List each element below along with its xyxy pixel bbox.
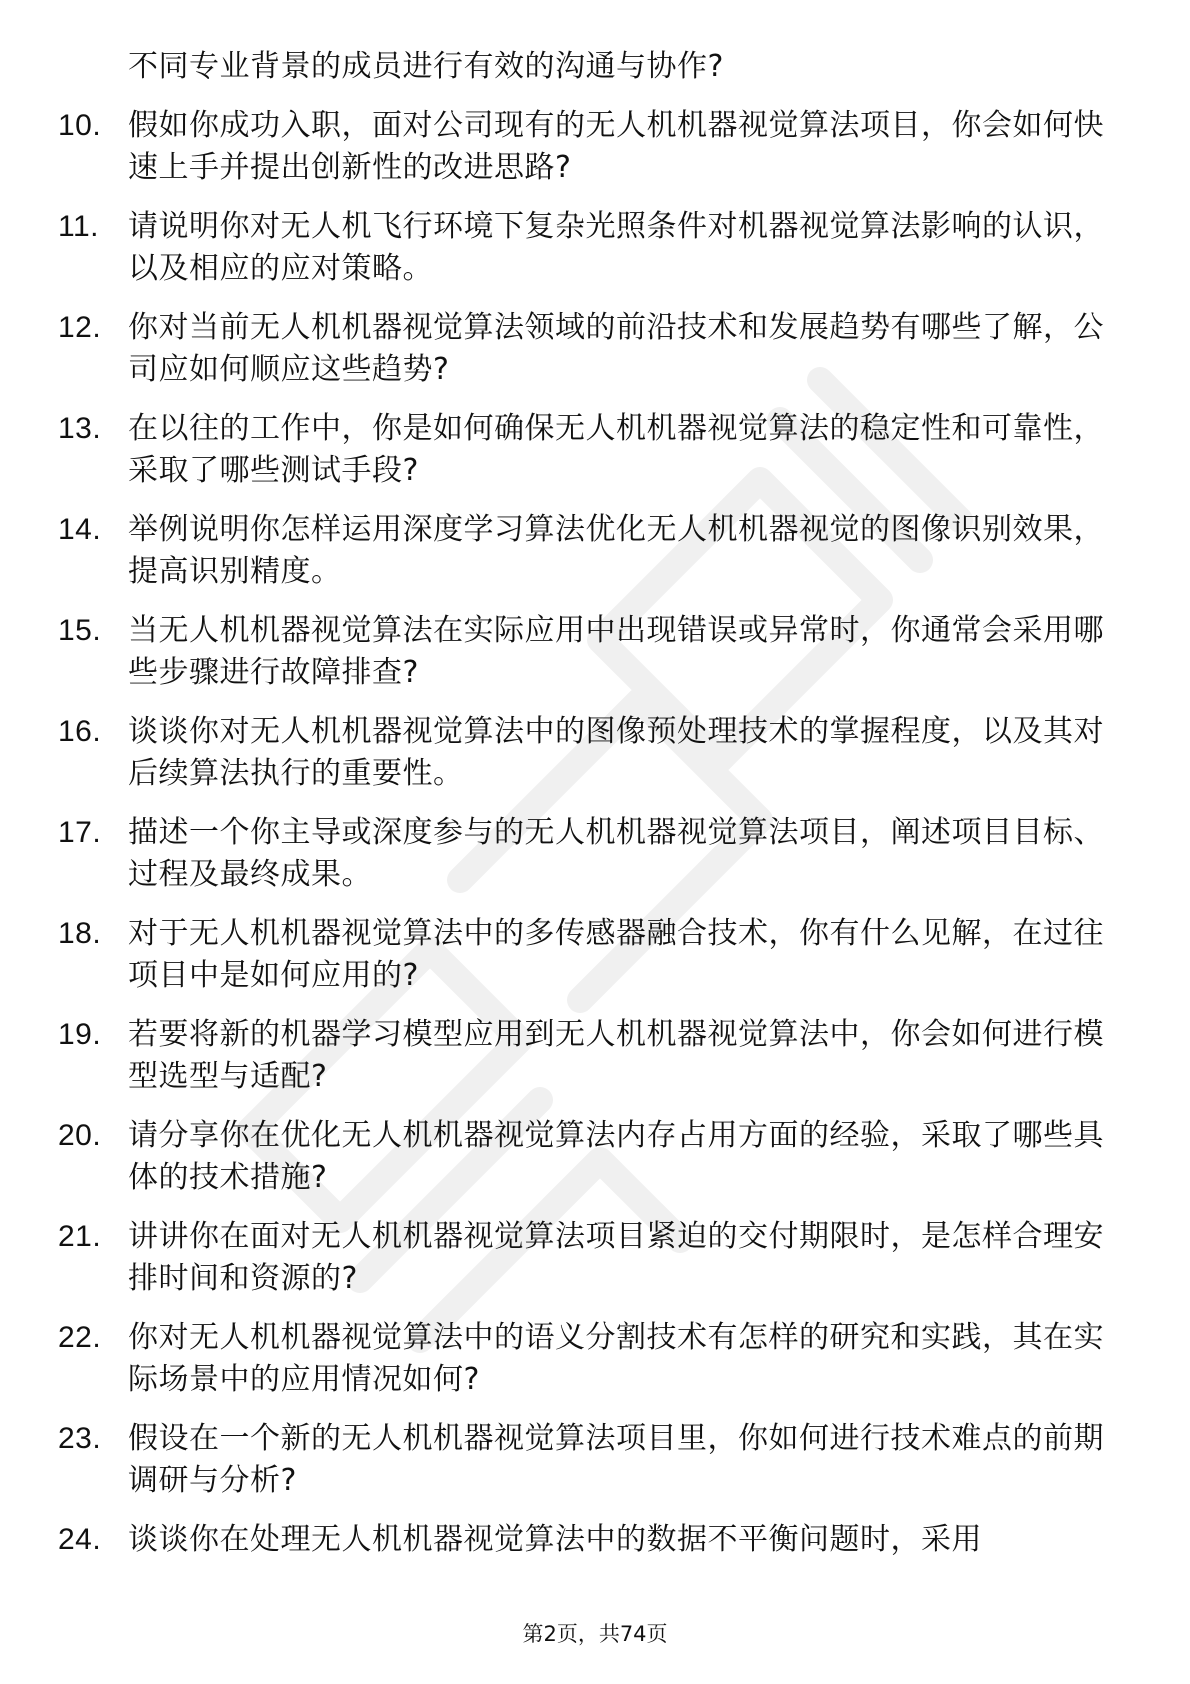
question-number: 19. xyxy=(58,1018,102,1051)
question-text: 举例说明你怎样运用深度学习算法优化无人机机器视觉的图像识别效果，提高识别精度。 xyxy=(128,512,1104,589)
question-number: 13. xyxy=(58,412,102,445)
question-item xyxy=(0,1418,1190,1502)
document-body xyxy=(0,46,1190,1561)
question-item xyxy=(0,1216,1190,1300)
question-text: 对于无人机机器视觉算法中的多传感器融合技术，你有什么见解，在过往项目中是如何应用的? xyxy=(128,916,1104,993)
question-number: 15. xyxy=(58,614,102,647)
question-text: 假设在一个新的无人机机器视觉算法项目里，你如何进行技术难点的前期调研与分析? xyxy=(128,1421,1104,1498)
question-text: 描述一个你主导或深度参与的无人机机器视觉算法项目，阐述项目目标、过程及最终成果。 xyxy=(128,815,1104,892)
question-text: 若要将新的机器学习模型应用到无人机机器视觉算法中，你会如何进行模型选型与适配? xyxy=(128,1017,1104,1094)
question-text: 请分享你在优化无人机机器视觉算法内存占用方面的经验，采取了哪些具体的技术措施? xyxy=(128,1118,1104,1195)
question-number: 18. xyxy=(58,917,102,950)
question-number: 16. xyxy=(58,715,102,748)
question-number: 14. xyxy=(58,513,102,546)
question-text: 讲讲你在面对无人机机器视觉算法项目紧迫的交付期限时，是怎样合理安排时间和资源的? xyxy=(128,1219,1104,1296)
question-item xyxy=(0,1317,1190,1401)
question-item xyxy=(0,408,1190,492)
question-item xyxy=(0,1519,1190,1561)
question-item xyxy=(0,307,1190,391)
question-number: 10. xyxy=(58,109,102,142)
question-item xyxy=(0,913,1190,997)
question-text: 你对无人机机器视觉算法中的语义分割技术有怎样的研究和实践，其在实际场景中的应用情况如何? xyxy=(128,1320,1104,1397)
question-item xyxy=(0,105,1190,189)
question-item xyxy=(0,206,1190,290)
question-number: 17. xyxy=(58,816,102,849)
continued-question-line: 不同专业背景的成员进行有效的沟通与协作? xyxy=(128,49,724,84)
question-list xyxy=(0,105,1190,1561)
question-text: 在以往的工作中，你是如何确保无人机机器视觉算法的稳定性和可靠性，采取了哪些测试手段? xyxy=(128,411,1104,488)
question-item xyxy=(0,1115,1190,1199)
question-number: 24. xyxy=(58,1523,102,1556)
question-number: 20. xyxy=(58,1119,102,1152)
question-item xyxy=(0,812,1190,896)
question-text: 谈谈你在处理无人机机器视觉算法中的数据不平衡问题时，采用 xyxy=(128,1522,982,1557)
question-text: 你对当前无人机机器视觉算法领域的前沿技术和发展趋势有哪些了解，公司应如何顺应这些趋势? xyxy=(128,310,1104,387)
question-text: 假如你成功入职，面对公司现有的无人机机器视觉算法项目，你会如何快速上手并提出创新性的改进思路? xyxy=(128,108,1104,185)
question-item xyxy=(0,711,1190,795)
question-number: 21. xyxy=(58,1220,102,1253)
question-text: 请说明你对无人机飞行环境下复杂光照条件对机器视觉算法影响的认识，以及相应的应对策略。 xyxy=(128,209,1104,286)
question-text: 谈谈你对无人机机器视觉算法中的图像预处理技术的掌握程度，以及其对后续算法执行的重要性。 xyxy=(128,714,1104,791)
page-footer: 第2页，共74页 xyxy=(522,1622,668,1646)
question-number: 11. xyxy=(58,210,99,243)
question-item xyxy=(0,1014,1190,1098)
question-text: 当无人机机器视觉算法在实际应用中出现错误或异常时，你通常会采用哪些步骤进行故障排查? xyxy=(128,613,1104,690)
question-number: 23. xyxy=(58,1422,102,1455)
question-number: 12. xyxy=(58,311,102,344)
question-number: 22. xyxy=(58,1321,102,1354)
question-item xyxy=(0,509,1190,593)
question-item xyxy=(0,610,1190,694)
